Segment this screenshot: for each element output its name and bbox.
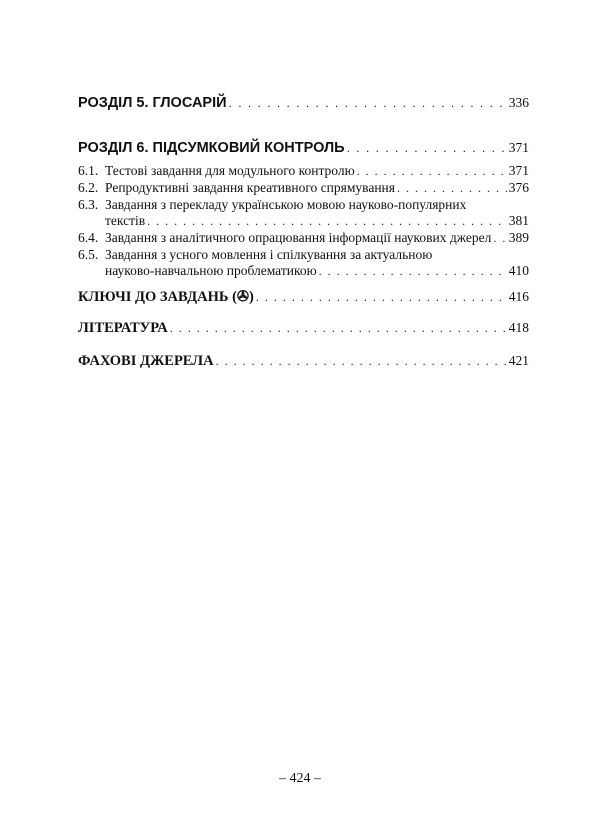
toc-entry-6-4[interactable] [78,230,529,246]
chapter-title: РОЗДІЛ 5. ГЛОСАРІЙ [78,95,227,111]
toc-entry-keys[interactable] [78,289,529,306]
toc-entry-6-3[interactable] [78,197,529,213]
dot-leader [170,321,507,336]
item-title-continued: науково-навчальною проблематикою [105,263,317,278]
toc-entry-6-5[interactable] [78,247,529,263]
item-title: Завдання з усного мовлення і спілкування за актуальною [105,247,433,262]
page-number: 421 [508,353,529,368]
chapter-title: РОЗДІЛ 6. ПІДСУМКОВИЙ КОНТРОЛЬ [78,140,345,156]
toc-entry-6-1[interactable] [78,163,529,179]
section-title: КЛЮЧІ ДО ЗАВДАНЬ (✇) [78,289,254,305]
item-title-continued: текстів [105,213,146,228]
toc-entry-6-5-continued[interactable] [78,263,529,279]
page-number: 376 [508,180,529,195]
dot-leader [229,96,507,110]
item-title: Завдання з перекладу українською мовою науково-популярних [105,197,467,212]
page-number: 389 [508,230,529,245]
toc-entry-chapter-6[interactable] [78,140,529,156]
toc-entry-6-2[interactable] [78,180,529,196]
page-number: 410 [508,263,529,278]
dot-leader [216,354,507,369]
page-number: 418 [508,320,529,335]
page-number: 336 [508,95,529,110]
toc-entry-chapter-5[interactable] [78,95,529,111]
dot-leader [256,290,507,305]
dot-leader [397,181,507,196]
toc-entry-sources[interactable] [78,353,529,370]
item-title: Тестові завдання для модульного контролю [105,163,355,178]
page-number: 381 [508,213,529,228]
item-number: 6.5. [78,247,99,262]
dot-leader [493,231,506,246]
item-title: Репродуктивні завдання креативного спрямування [105,180,395,195]
toc-entry-literature[interactable] [78,320,529,337]
item-title: Завдання з аналітичного опрацювання інформації наукових джерел [105,230,492,245]
dot-leader [347,141,507,155]
item-number: 6.2. [78,180,99,195]
item-number: 6.1. [78,163,99,178]
section-title: ФАХОВІ ДЖЕРЕЛА [78,353,214,369]
item-number: 6.3. [78,197,99,212]
section-title: ЛІТЕРАТУРА [78,320,168,336]
page-number: 371 [508,163,529,178]
dot-leader [357,164,507,179]
dot-leader [319,264,507,279]
item-number: 6.4. [78,230,99,245]
toc-entry-6-3-continued[interactable] [78,213,529,229]
page-footer-number: – 424 – [279,771,321,786]
dot-leader [147,214,507,229]
page-number: 371 [508,140,529,155]
page-number: 416 [508,289,529,304]
